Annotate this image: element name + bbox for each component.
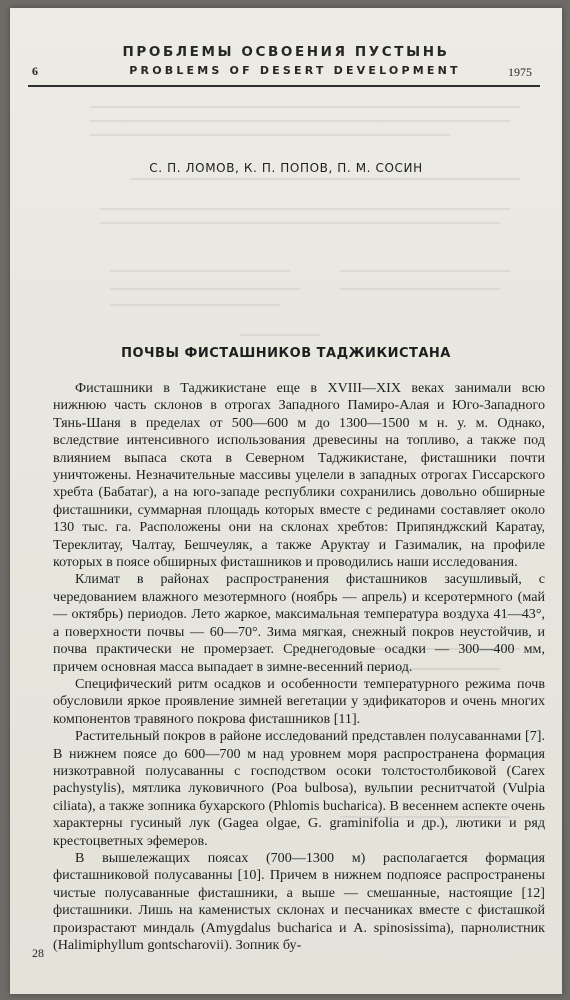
paragraph: Фисташники в Таджикистане еще в XVIII—XIX веках занимали всю нижнюю часть склонов в отрогах Западного Памиро-Алая и Юго-Западного Тянь-Шаня в пределах от 500—600 м до 1300—1500 м н. у. м. Однако, вследствие интенсивного использования древесины на топливо, а также под влиянием выпаса скота в Северном Таджикистане, фисташники почти уничтожены. Незначительные массивы уцелели в западных отрогах Гиссарского хребта (Бабатаг), а на юго-западе республики сохранились довольно обширные фисташники, суммарная площадь которых вместе с рединами составляет около 130 тыс. га. Расположены они на склонах хребтов: Припянджский Каратау, Тереклитау, Чалтау, Бешчеуляк, а также Аруктау и Газималик, на профиле которых в поясе обширных фисташников и проводились наши исследования. bbox=[53, 380, 545, 571]
paragraph: Специфический ритм осадков и особенности температурного режима почв обусловили яркое проявление зимней вегетации у эдификаторов и очень многих компонентов травяного покрова фисташников [11]. bbox=[53, 675, 545, 727]
article-authors: С. П. ЛОМОВ, К. П. ПОПОВ, П. М. СОСИН bbox=[149, 161, 423, 175]
paragraph: В вышележащих поясах (700—1300 м) располагается формация фисташниковой полусаванны [10]. Причем в нижнем подпоясе распространены чистые полусаванные фисташники, а выше — смешанные, настоящие [12] фисташники. Лишь на каменистых склонах и песчаниках вместе с фисташкой произрастают миндаль (Amygdalus bucharica и A. spinosissima), парнолистник (Halimiphyllum gontscharovii). Зопник бу- bbox=[53, 849, 545, 953]
issue-year: 1975 bbox=[508, 65, 532, 79]
journal-title-en: PROBLEMS OF DESERT DEVELOPMENT bbox=[129, 64, 461, 77]
paragraph: Растительный покров в районе исследований представлен полусаваннами [7]. В нижнем поясе до 600—700 м над уровнем моря распространена формация низкотравной полусаванны с господством осоки толстостолбиковой (Carex pachystylis), мятлика луковичного (Poa bulbosa), вульпии реснитчатой (Vulpia ciliata), а также зопника бухарского (Phlomis bucharica). В весеннем аспекте очень характерны гусиный лук (Gagea olgae, G. graminifolia и др.), лютики и ряд крестоцветных эфемеров. bbox=[53, 728, 545, 849]
paragraph: Климат в районах распространения фисташников засушливый, с чередованием влажного мезотермного (ноябрь — апрель) и ксеротермного (май — октябрь) периодов. Лето жаркое, максимальная температура воздуха 41—43°, а поверхности почвы — 60—70°. Зима мягкая, снежный покров неустойчив, и почва практически не промерзает. Среднегодовые осадки — 300—400 мм, причем основная масса выпадает в зимне-весенний период. bbox=[53, 571, 545, 675]
journal-page bbox=[10, 8, 562, 994]
page-number: 28 bbox=[32, 946, 44, 960]
issue-number: 6 bbox=[32, 64, 38, 78]
article-title: ПОЧВЫ ФИСТАШНИКОВ ТАДЖИКИСТАНА bbox=[121, 346, 451, 361]
article-body bbox=[53, 380, 545, 954]
journal-title-ru: ПРОБЛЕМЫ ОСВОЕНИЯ ПУСТЫНЬ bbox=[122, 44, 450, 60]
header-rule bbox=[28, 85, 540, 87]
